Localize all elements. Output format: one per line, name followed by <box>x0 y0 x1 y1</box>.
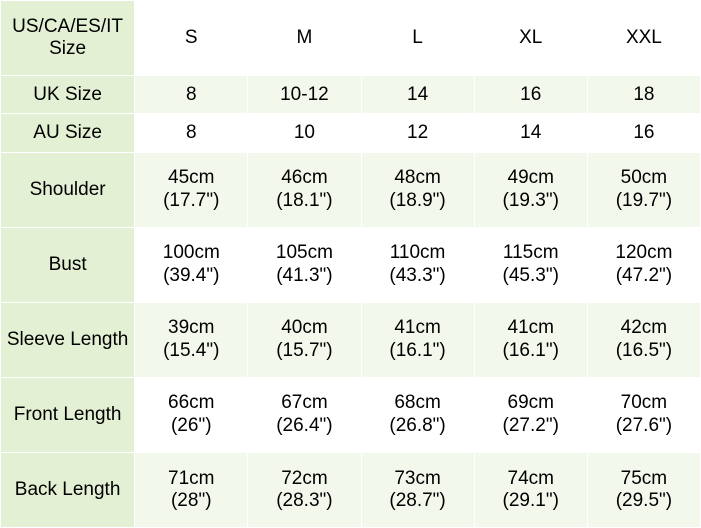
cell-metric: 45cm <box>168 167 215 189</box>
cell-bust-xxl <box>587 227 700 302</box>
cell-metric: 40cm <box>281 317 328 339</box>
cell-shoulder-m <box>248 152 361 227</box>
cell-sleeve-length-xxl <box>587 302 700 377</box>
cell-imperial: (39.4") <box>163 264 220 286</box>
cell-front-length-xl <box>474 377 587 452</box>
row-label-sleeve-length: Sleeve Length <box>1 302 135 377</box>
cell-au-size-l <box>361 114 474 152</box>
cell-uk-size-xxl <box>587 76 700 114</box>
cell-metric: 41cm <box>507 317 554 339</box>
cell-metric: 67cm <box>281 392 328 414</box>
cell-shoulder-xl <box>474 152 587 227</box>
table-row <box>1 227 701 302</box>
cell-metric: 39cm <box>168 317 215 339</box>
cell-bust-s <box>135 227 248 302</box>
cell-shoulder-l <box>361 152 474 227</box>
cell-metric: 48cm <box>394 167 441 189</box>
cell-imperial: (29.1") <box>502 489 559 511</box>
cell-metric: 12 <box>407 121 429 143</box>
cell-back-length-xl <box>474 452 587 527</box>
cell-imperial: (18.1") <box>276 189 333 211</box>
cell-metric: 73cm <box>394 467 441 489</box>
cell-imperial: (27.2") <box>502 414 559 436</box>
cell-metric: 66cm <box>168 392 215 414</box>
cell-imperial: (16.1") <box>389 339 446 361</box>
cell-au-size-xl <box>474 114 587 152</box>
cell-bust-xl <box>474 227 587 302</box>
cell-imperial: (41.3") <box>276 264 333 286</box>
cell-metric: 71cm <box>168 467 215 489</box>
cell-uk-size-xl <box>474 76 587 114</box>
cell-imperial: (15.7") <box>276 339 333 361</box>
table-row <box>1 302 701 377</box>
cell-imperial: (26.4") <box>276 414 333 436</box>
cell-metric: 115cm <box>502 242 559 264</box>
cell-bust-l <box>361 227 474 302</box>
table-row <box>1 114 701 152</box>
cell-back-length-xxl <box>587 452 700 527</box>
cell-imperial: (45.3") <box>502 264 559 286</box>
cell-imperial: (19.7") <box>615 189 673 211</box>
cell-metric: 110cm <box>389 242 446 264</box>
row-label-bust: Bust <box>1 227 135 302</box>
cell-imperial: (43.3") <box>389 264 446 286</box>
cell-metric: 14 <box>520 121 542 143</box>
cell-metric: 8 <box>185 121 197 143</box>
cell-metric: 41cm <box>394 317 441 339</box>
row-label-front-length: Front Length <box>1 377 135 452</box>
cell-imperial: (28") <box>170 489 212 511</box>
cell-metric: 16 <box>520 83 542 105</box>
cell-sleeve-length-m <box>248 302 361 377</box>
row-label-uk-size: UK Size <box>1 76 135 114</box>
cell-metric: 105cm <box>275 242 333 264</box>
cell-back-length-m <box>248 452 361 527</box>
cell-metric: 10 <box>293 121 315 143</box>
cell-imperial: (26.8") <box>389 414 446 436</box>
cell-metric: 46cm <box>281 167 328 189</box>
column-header-l: L <box>361 1 474 76</box>
table-row <box>1 152 701 227</box>
cell-metric: 8 <box>185 83 197 105</box>
cell-front-length-m <box>248 377 361 452</box>
cell-metric: 18 <box>633 83 655 105</box>
cell-imperial: (17.7") <box>163 189 220 211</box>
row-label-back-length: Back Length <box>1 452 135 527</box>
cell-metric: 72cm <box>281 467 328 489</box>
cell-metric: 120cm <box>615 242 673 264</box>
cell-imperial: (28.3") <box>276 489 333 511</box>
cell-metric: 42cm <box>620 317 668 339</box>
cell-metric: 14 <box>407 83 429 105</box>
column-header-m: M <box>248 1 361 76</box>
column-header-s: S <box>135 1 248 76</box>
cell-metric: 16 <box>633 121 655 143</box>
table-row <box>1 76 701 114</box>
cell-imperial: (29.5") <box>615 489 673 511</box>
cell-imperial: (47.2") <box>615 264 673 286</box>
column-header-size-standard: US/CA/ES/IT Size <box>1 1 135 76</box>
column-header-xl: XL <box>474 1 587 76</box>
cell-back-length-l <box>361 452 474 527</box>
cell-metric: 68cm <box>394 392 441 414</box>
cell-sleeve-length-xl <box>474 302 587 377</box>
cell-imperial: (28.7") <box>389 489 446 511</box>
cell-imperial: (16.5") <box>615 339 673 361</box>
cell-au-size-xxl <box>587 114 700 152</box>
cell-front-length-s <box>135 377 248 452</box>
cell-imperial: (16.1") <box>502 339 559 361</box>
cell-imperial: (19.3") <box>502 189 559 211</box>
table-row <box>1 452 701 527</box>
cell-front-length-xxl <box>587 377 700 452</box>
cell-metric: 69cm <box>507 392 554 414</box>
cell-shoulder-xxl <box>587 152 700 227</box>
cell-metric: 10-12 <box>280 83 329 105</box>
cell-metric: 75cm <box>620 467 668 489</box>
cell-bust-m <box>248 227 361 302</box>
cell-sleeve-length-s <box>135 302 248 377</box>
cell-metric: 100cm <box>162 242 220 264</box>
cell-shoulder-s <box>135 152 248 227</box>
table-row <box>1 377 701 452</box>
cell-metric: 70cm <box>620 392 668 414</box>
cell-sleeve-length-l <box>361 302 474 377</box>
cell-uk-size-s <box>135 76 248 114</box>
cell-imperial: (27.6") <box>615 414 673 436</box>
cell-front-length-l <box>361 377 474 452</box>
cell-uk-size-l <box>361 76 474 114</box>
cell-imperial: (15.4") <box>163 339 220 361</box>
cell-metric: 49cm <box>507 167 554 189</box>
cell-uk-size-m <box>248 76 361 114</box>
cell-metric: 50cm <box>620 167 668 189</box>
column-header-xxl: XXL <box>587 1 700 76</box>
cell-back-length-s <box>135 452 248 527</box>
cell-au-size-m <box>248 114 361 152</box>
table-header-row <box>1 1 701 76</box>
row-label-au-size: AU Size <box>1 114 135 152</box>
row-label-shoulder: Shoulder <box>1 152 135 227</box>
cell-imperial: (26") <box>170 414 212 436</box>
cell-imperial: (18.9") <box>389 189 446 211</box>
cell-metric: 74cm <box>507 467 554 489</box>
cell-au-size-s <box>135 114 248 152</box>
